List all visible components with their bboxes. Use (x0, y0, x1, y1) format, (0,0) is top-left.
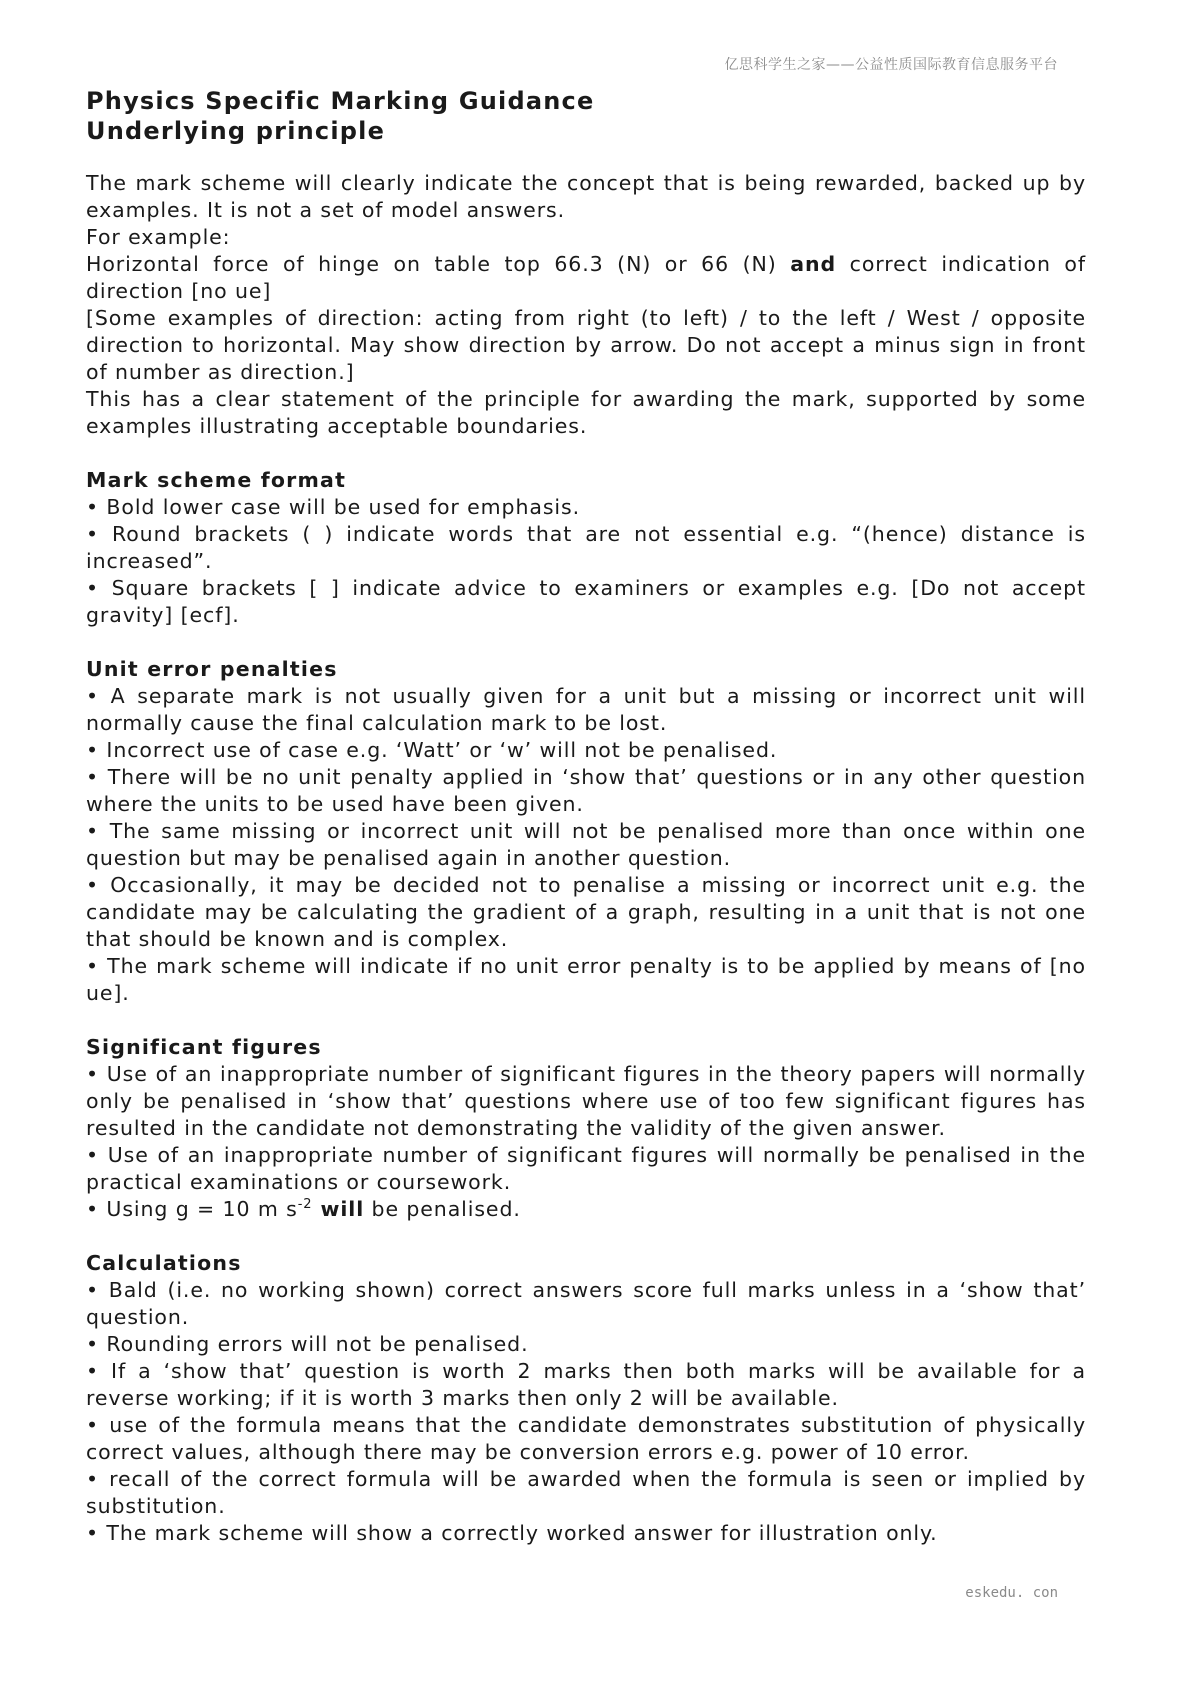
list-item: • use of the formula means that the candidate demonstrates substitution of physically correct values, although there may be conversion errors e.g. power of 10 error. (86, 1413, 1086, 1464)
list-item: • Using g = 10 m $s^{-2}$ will be penalised. (86, 1197, 521, 1221)
intro-example-label: For example: (86, 225, 231, 249)
list-item: • There will be no unit penalty applied in ‘show that’ questions or in any other question where the units to be used have been given. (86, 765, 1086, 816)
list-item: • Square brackets [ ] indicate advice to examiners or examples e.g. [Do not accept gravity] [ecf]. (86, 576, 1086, 627)
list-item: • A separate mark is not usually given for a unit but a missing or incorrect unit will normally cause the final calculation mark to be lost. (86, 684, 1086, 735)
section-heading: Calculations (86, 1251, 242, 1275)
page-content (86, 86, 1086, 1547)
calculations-section (86, 1250, 1086, 1547)
header-watermark-text: 亿思科学生之家——公益性质国际教育信息服务平台 (724, 57, 1058, 73)
list-item: • Incorrect use of case e.g. ‘Watt’ or ‘w’ will not be penalised. (86, 738, 778, 762)
significant-figures-section (86, 1034, 1086, 1223)
page-subtitle: Underlying principle (86, 117, 386, 145)
mark-scheme-format-section (86, 467, 1086, 629)
list-item: • The mark scheme will indicate if no unit error penalty is to be applied by means of [no ue]. (86, 954, 1086, 1005)
section-heading: Unit error penalties (86, 657, 338, 681)
list-item: • Round brackets ( ) indicate words that are not essential e.g. “(hence) distance is increased”. (86, 522, 1086, 573)
unit-error-penalties-section (86, 656, 1086, 1007)
list-item: • Use of an inappropriate number of significant figures in the theory papers will normally only be penalised in ‘show that’ questions where use of too few significant figures has resulted in the candidate not demonstrating the validity of the given answer. (86, 1062, 1086, 1140)
list-item: • Rounding errors will not be penalised. (86, 1332, 529, 1356)
list-item: • Use of an inappropriate number of significant figures will normally be penalised in the practical examinations or coursework. (86, 1143, 1086, 1194)
list-item: • recall of the correct formula will be awarded when the formula is seen or implied by substitution. (86, 1467, 1086, 1518)
intro-paragraph: The mark scheme will clearly indicate the concept that is being rewarded, backed up by examples. It is not a set of model answers. (86, 171, 1086, 222)
intro-section (86, 170, 1086, 440)
list-item: • Bold lower case will be used for emphasis. (86, 495, 580, 519)
intro-example: Horizontal force of hinge on table top 66.3 (N) or 66 (N) and correct indication of direction [no ue] (86, 252, 1086, 303)
list-item: • If a ‘show that’ question is worth 2 marks then both marks will be available for a reverse working; if it is worth 3 marks then only 2 will be available. (86, 1359, 1086, 1410)
intro-summary: This has a clear statement of the principle for awarding the mark, supported by some examples illustrating acceptable boundaries. (86, 387, 1086, 438)
intro-direction-examples: [Some examples of direction: acting from right (to left) / to the left / West / opposite direction to horizontal. May show direction by arrow. Do not accept a minus sign in front of number as direction.] (86, 306, 1086, 384)
list-item: • Bald (i.e. no working shown) correct answers score full marks unless in a ‘show that’ question. (86, 1278, 1086, 1329)
list-item: • The mark scheme will show a correctly worked answer for illustration only. (86, 1521, 938, 1545)
list-item: • Occasionally, it may be decided not to penalise a missing or incorrect unit e.g. the candidate may be calculating the gradient of a graph, resulting in a unit that is not one that should be known and is complex. (86, 873, 1086, 951)
page-title: Physics Specific Marking Guidance (86, 87, 595, 115)
section-heading: Mark scheme format (86, 468, 347, 492)
list-item: • The same missing or incorrect unit will not be penalised more than once within one question but may be penalised again in another question. (86, 819, 1086, 870)
section-heading: Significant figures (86, 1035, 322, 1059)
footer-watermark-text: eskedu. con (965, 1585, 1058, 1601)
